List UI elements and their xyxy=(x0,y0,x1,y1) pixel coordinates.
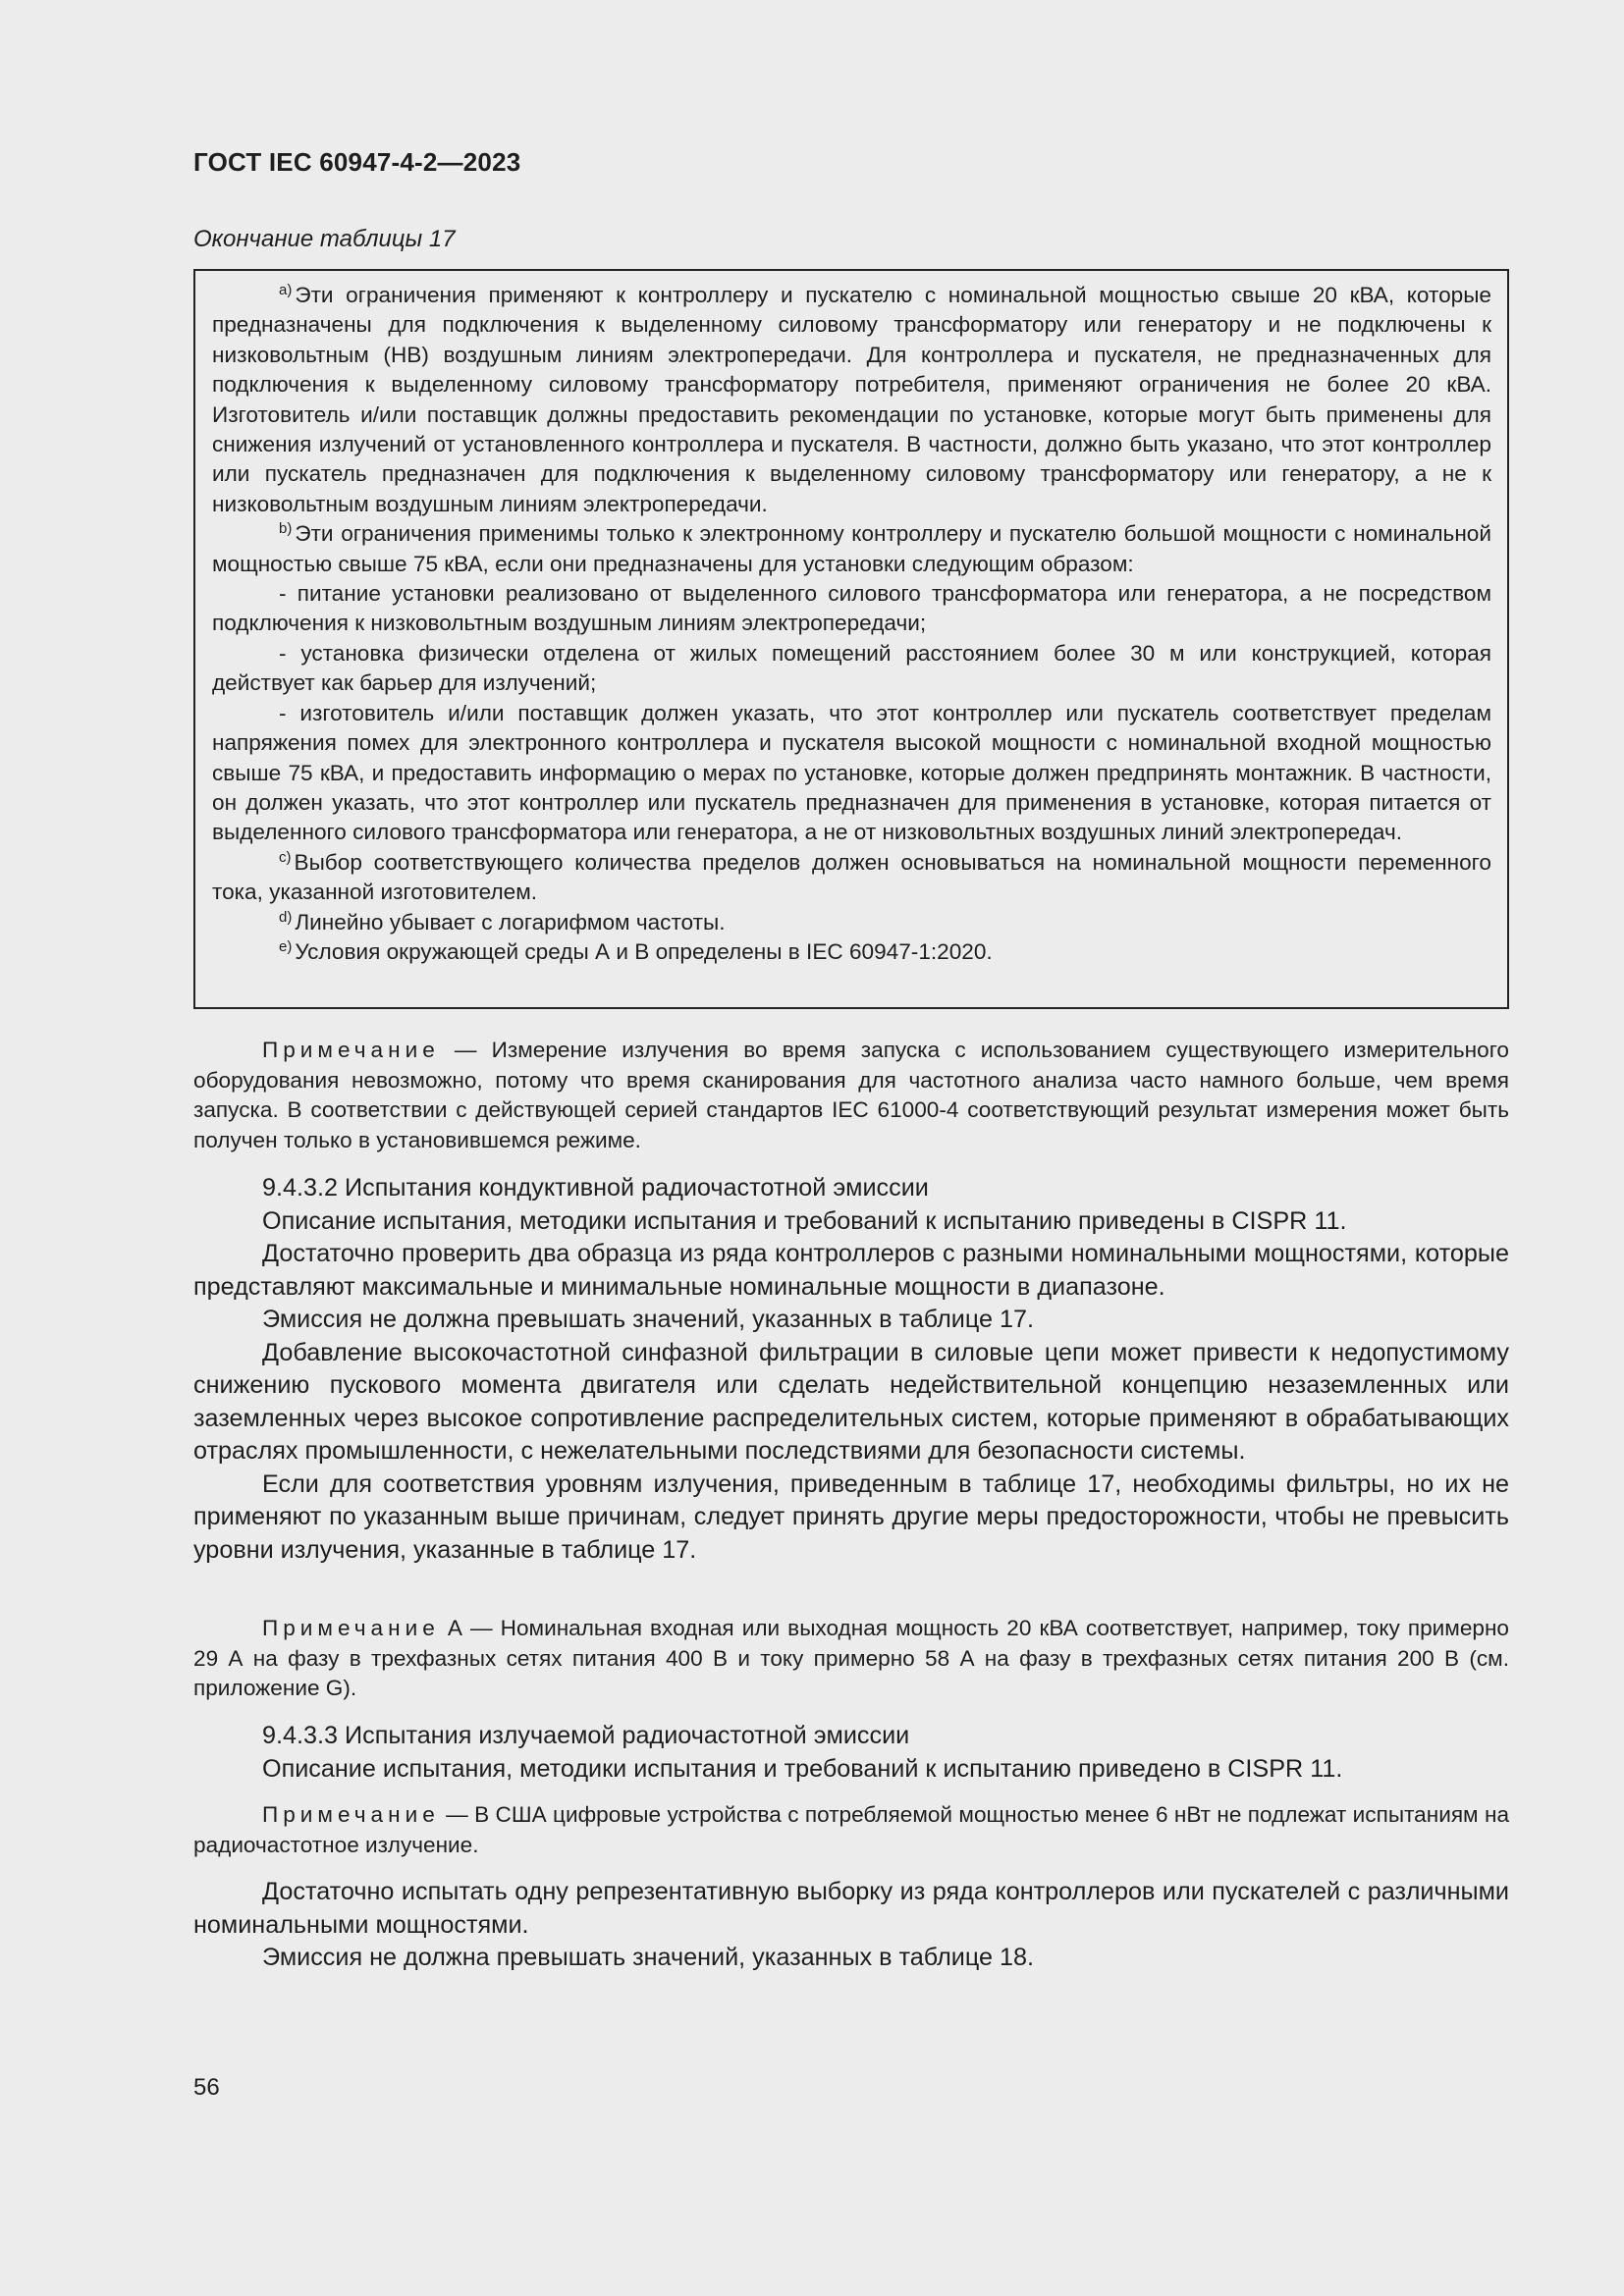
note-power-a xyxy=(193,1614,1509,1704)
table-caption: Окончание таблицы 17 xyxy=(193,226,456,252)
footnote-marker-a: a) xyxy=(279,282,293,298)
note-label: Примечание xyxy=(262,1616,440,1640)
footnote-c-text: Выбор соответствующего количества пределов должен основываться на номинальной мощности переменного тока, указанной изготовителем. xyxy=(212,849,1491,905)
section-9-4-3-2 xyxy=(193,1172,1509,1567)
paragraph: Добавление высокочастотной синфазной фильтрации в силовые цепи может привести к недопустимому снижению пускового момента двигателя или сделать недействительной концепцию незаземленных или заземленных через высокое сопротивление распределительных систем, которые применяют в обрабатывающих отраслях промышленности, с нежелательными последствиями для безопасности системы. xyxy=(193,1338,1509,1465)
document-header: ГОСТ IEC 60947-4-2—2023 xyxy=(193,147,521,177)
paragraph: Достаточно испытать одну репрезентативную выборку из ряда контроллеров или пускателей с различными номинальными мощностями. xyxy=(193,1878,1509,1939)
note-text: А — Номинальная входная или выходная мощность 20 кВА соответствует, например, току примерно 29 А на фазу в трехфазных сетях питания 400 В и току примерно 58 А на фазу в трехфазных сетях питания 200 В (см. приложение G). xyxy=(193,1616,1509,1700)
footnote-e xyxy=(212,937,1491,967)
paragraph: Если для соответствия уровням излучения, приведенным в таблице 17, необходимы фильтры, но их не применяют по указанным выше причинам, следует принять другие меры предосторожности, чтобы не превысить уровни излучения, указанные в таблице 17. xyxy=(193,1469,1509,1564)
note-text: — В США цифровые устройства с потребляемой мощностью менее 6 нВт не подлежат испытаниям на радиочастотное излучение. xyxy=(193,1802,1510,1857)
footnote-b-item: - питание установки реализовано от выделенного силового трансформатора или генератора, а не посредством подключения к низковольтным воздушным линиям электропередачи; xyxy=(212,581,1491,636)
footnote-e-text: Условия окружающей среды А и В определены в IEC 60947-1:2020. xyxy=(295,938,993,964)
footnote-b-item: - изготовитель и/или поставщик должен указать, что этот контроллер или пускатель соответствует пределам напряжения помех для электронного контроллера и пускателя высокой мощности с номинальной входной мощностью свыше 75 кВА, и предоставить информацию о мерах по установке, которые должен предпринять монтажник. В частности, он должен указать, что этот контроллер или пускатель предназначен для применения в установке, которая питается от выделенного силового трансформатора или генератора, а не от низковольтных воздушных линий электропередач. xyxy=(212,700,1491,845)
paragraph: Эмиссия не должна превышать значений, указанных в таблице 18. xyxy=(262,1944,1035,1971)
note-label: Примечание xyxy=(262,1802,440,1827)
paragraph: Описание испытания, методики испытания и требований к испытанию приведено в CISPR 11. xyxy=(262,1754,1343,1783)
footnote-c xyxy=(212,848,1491,908)
footnote-marker-c: c) xyxy=(279,848,292,866)
footnote-marker-b: b) xyxy=(279,520,293,538)
closing-paragraphs xyxy=(193,1876,1509,1975)
page-number: 56 xyxy=(193,2074,220,2101)
footnote-marker-e: e) xyxy=(279,937,293,955)
paragraph: Эмиссия не должна превышать значений, указанных в таблице 17. xyxy=(262,1306,1035,1333)
footnote-b xyxy=(212,519,1491,579)
note-label: Примечание xyxy=(262,1038,440,1062)
paragraph: Достаточно проверить два образца из ряда контроллеров с разными номинальными мощностями, которые представляют максимальные и минимальные номинальные мощности в диапазоне. xyxy=(193,1240,1509,1301)
footnote-d xyxy=(212,908,1491,937)
note-text: — Измерение излучения во время запуска с использованием существующего измерительного оборудования невозможно, потому что время сканирования для частотного анализа часто намного больше, чем время запуска. В соответствии с действующей серией стандартов IEC 61000-4 соответствующий результат измерения может быть получен только в установившемся режиме. xyxy=(193,1038,1509,1152)
footnote-marker-d: d) xyxy=(279,908,293,926)
footnote-d-text: Линейно убывает с логарифмом частоты. xyxy=(295,909,726,934)
table-footnotes-box xyxy=(193,269,1509,1009)
paragraph: Описание испытания, методики испытания и требований к испытанию приведены в CISPR 11. xyxy=(262,1206,1347,1235)
section-heading: 9.4.3.2 Испытания кондуктивной радиочастотной эмиссии xyxy=(262,1174,929,1201)
section-9-4-3-3 xyxy=(193,1720,1509,1786)
footnote-a-text: Эти ограничения применяют к контроллеру и пускателю с номинальной мощностью свыше 20 кВА, которые предназначены для подключения к выделенному силовому трансформатору или генератору и не подключены к низковольтным (НВ) воздушным линиям электропередачи. Для контроллера и пускателя, не предназначенных для подключения к выделенному силовому трансформатору потребителя, применяют ограничения не более 20 кВА. Изготовитель и/или поставщик должны предоставить рекомендации по установке, которые могут быть применены для снижения излучений от установленного контроллера и пускателя. В частности, должно быть указано, что этот контроллер или пускатель предназначен для подключения к выделенному силовому трансформатору или генератору, а не к низковольтным воздушным линиям электропередачи. xyxy=(212,283,1491,516)
note-usa xyxy=(193,1800,1509,1860)
footnote-b-text: Эти ограничения применимы только к электронному контроллеру и пускателю большой мощности с номинальной мощностью свыше 75 кВА, если они предназначены для установки следующим образом: xyxy=(212,521,1491,576)
footnote-a xyxy=(212,281,1491,519)
footnote-b-item: - установка физически отделена от жилых помещений расстоянием более 30 м или конструкцией, которая действует как барьер для излучений; xyxy=(212,640,1491,696)
note-measurement xyxy=(193,1036,1509,1155)
section-heading: 9.4.3.3 Испытания излучаемой радиочастотной эмиссии xyxy=(262,1722,910,1749)
